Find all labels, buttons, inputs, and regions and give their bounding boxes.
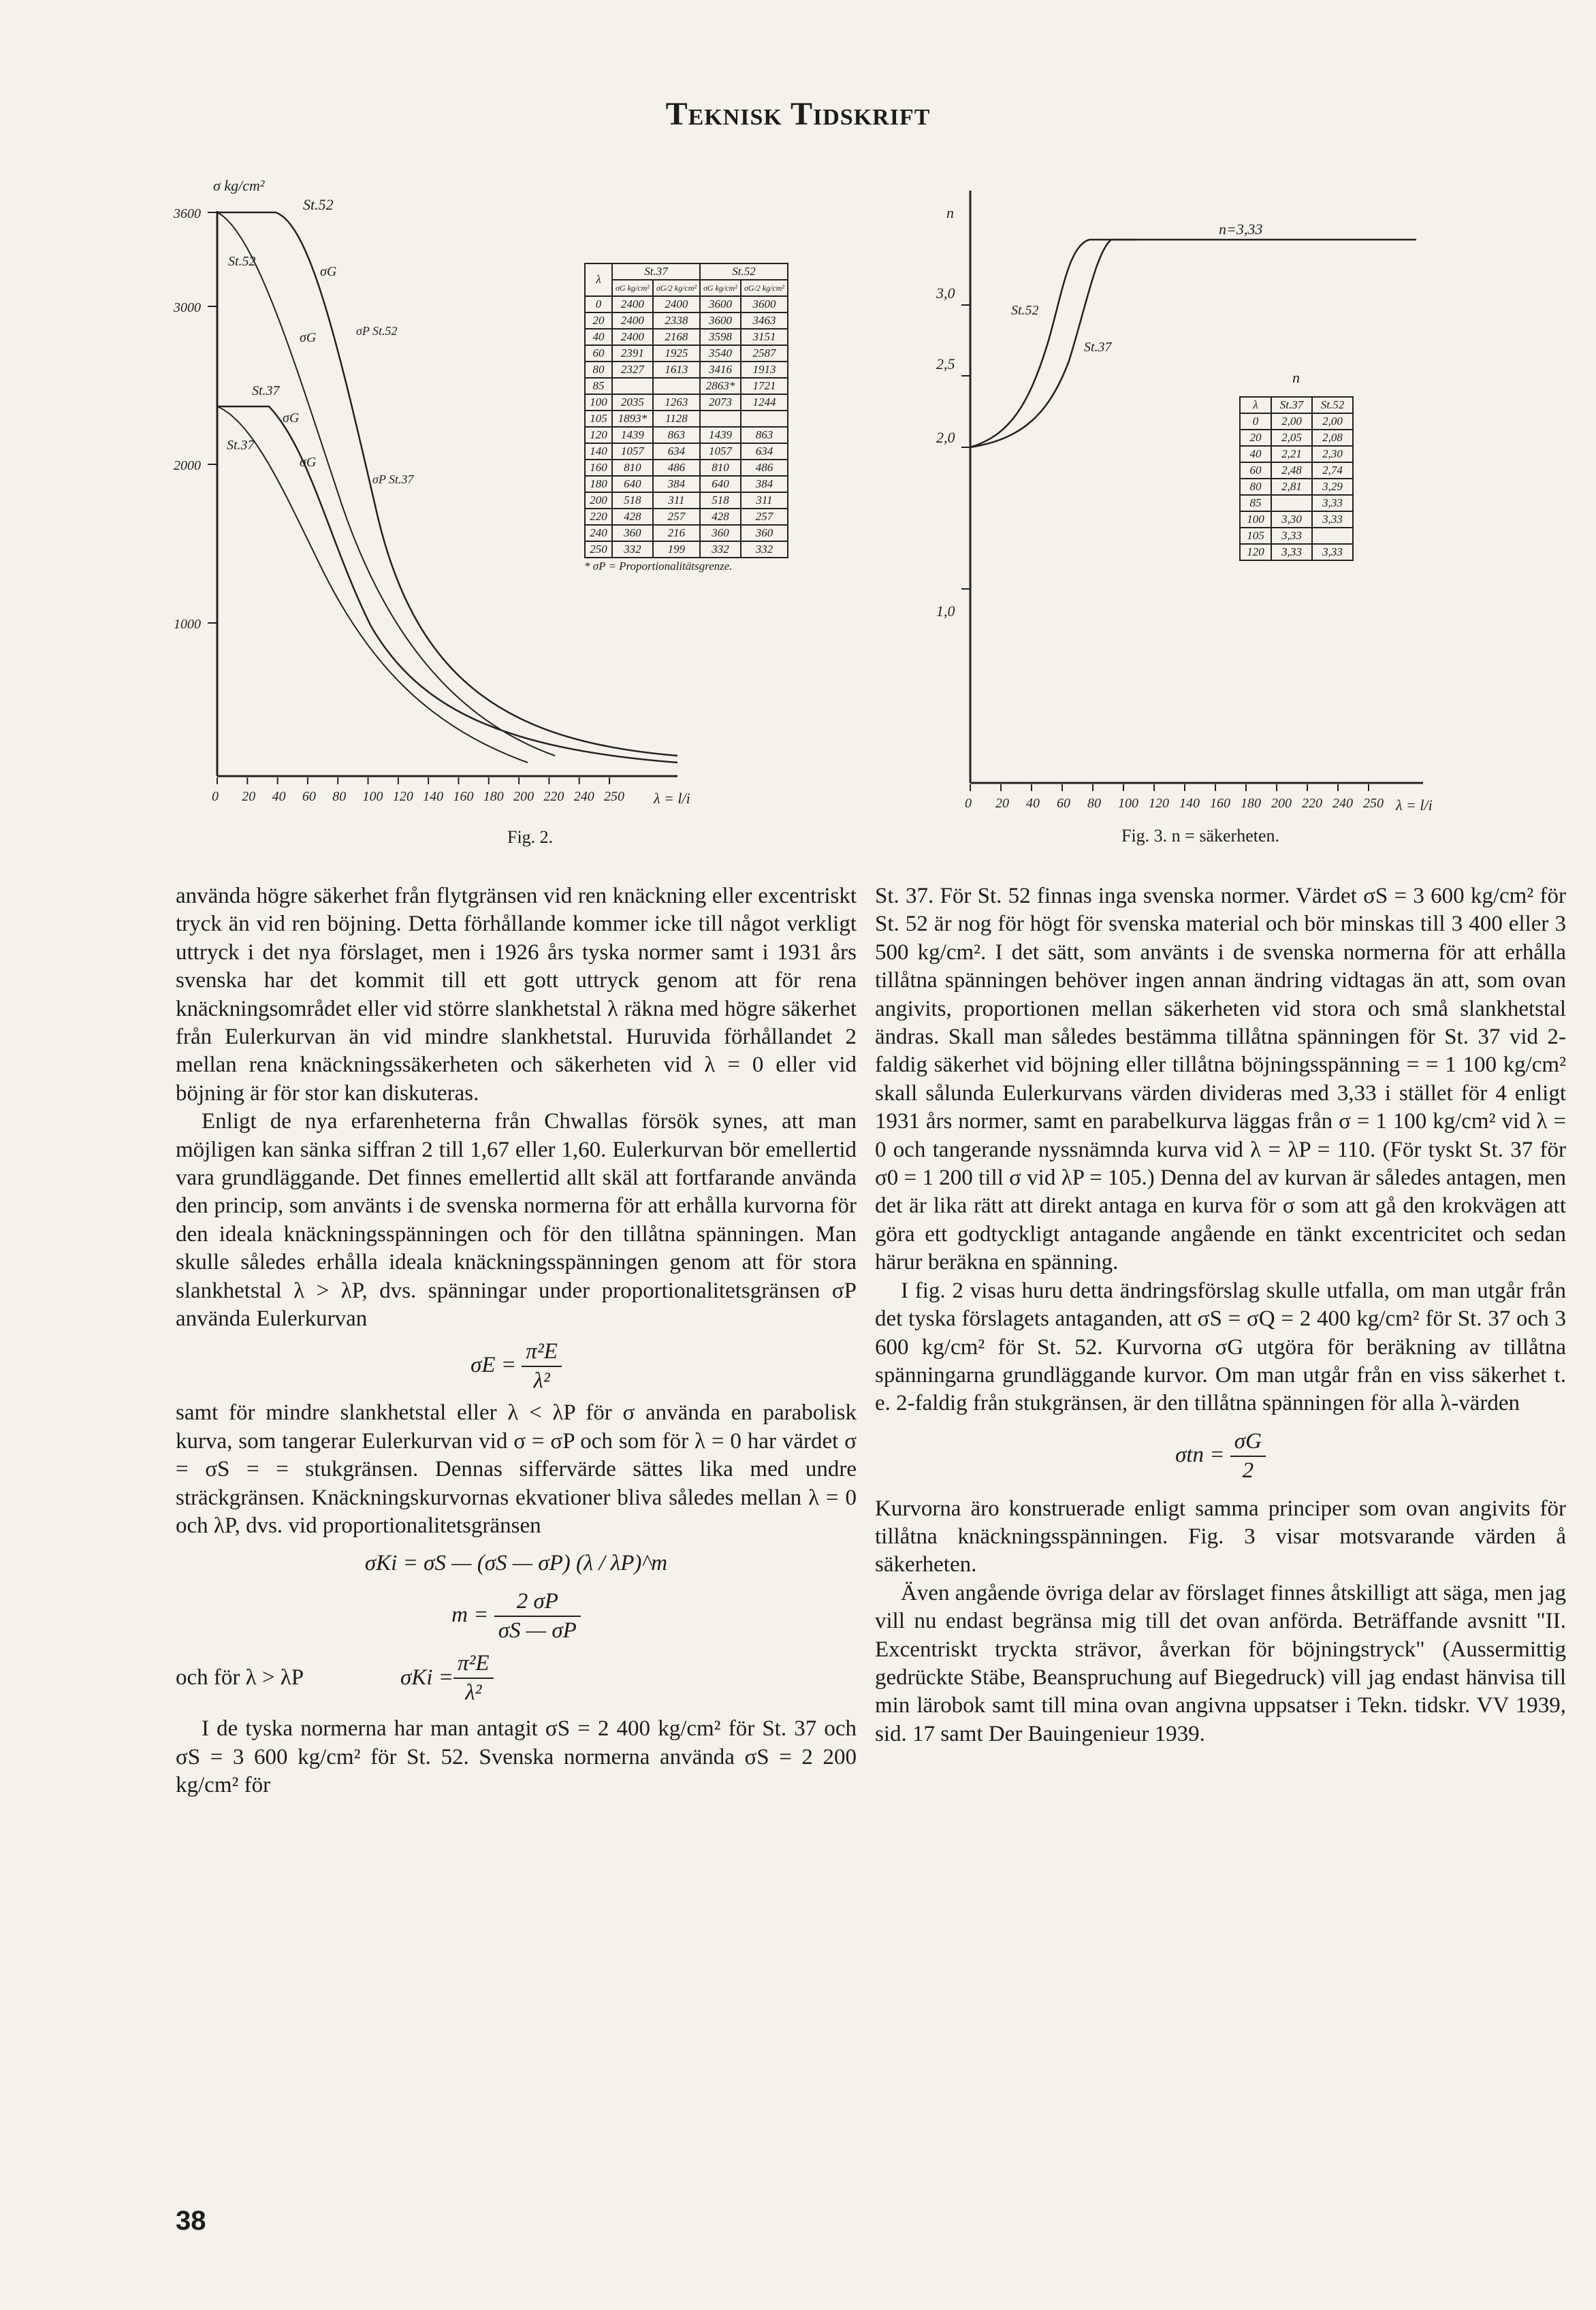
x-tick-label: 180: [483, 789, 504, 804]
table-row: [585, 460, 788, 476]
table-cell: 0: [585, 296, 612, 312]
table-cell: 20: [585, 312, 612, 329]
x-tick-label: 60: [302, 789, 316, 804]
text-column-right: [875, 882, 1566, 1748]
table-cell: 518: [700, 492, 741, 509]
table-header: σG/2 kg/cm²: [653, 280, 700, 296]
table-cell: 2,48: [1271, 462, 1312, 479]
fraction-denominator: 2: [1242, 1458, 1254, 1483]
table-cell: 105: [1240, 528, 1271, 544]
table-cell: [1271, 495, 1312, 511]
table-row: [585, 541, 788, 558]
x-tick-label: 220: [1302, 796, 1322, 811]
table-row: [1240, 544, 1353, 560]
equation-prefix: och för λ > λP: [176, 1665, 304, 1690]
table-cell: 2035: [612, 394, 653, 411]
fig2-y-unit: σ kg/cm²: [213, 177, 265, 194]
table-row: [585, 312, 788, 329]
table-cell: 2400: [612, 296, 653, 312]
table-group-header: St.37: [612, 263, 700, 280]
table-cell: 2400: [653, 296, 700, 312]
fig2-label-st52-left: St.52: [228, 254, 256, 269]
table-cell: 2587: [741, 345, 788, 362]
fig2-label-sg: σG: [300, 455, 317, 470]
fraction-denominator: σS — σP: [498, 1618, 577, 1643]
x-tick-label: 220: [543, 789, 564, 804]
table-cell: 140: [585, 443, 612, 460]
table-cell: 3540: [700, 345, 741, 362]
table-cell: 2,00: [1271, 413, 1312, 430]
fig3-top-label: n=3,33: [1219, 221, 1263, 238]
fig3-y-tick: 2,5: [936, 355, 955, 372]
table-row: [585, 329, 788, 345]
x-tick-label: 200: [513, 789, 534, 804]
fig2-y-tick: 3000: [174, 300, 201, 315]
table-cell: 810: [700, 460, 741, 476]
fig2-label-st37: St.37: [227, 438, 255, 453]
table-cell: 863: [653, 427, 700, 443]
table-cell: 3,33: [1312, 495, 1353, 511]
table-cell: 3416: [700, 362, 741, 378]
fraction-denominator: λ²: [465, 1680, 482, 1705]
fig3-curve-st52: [970, 240, 1137, 447]
table-cell: 1128: [653, 411, 700, 427]
table-cell: 1439: [612, 427, 653, 443]
table-cell: 180: [585, 476, 612, 492]
paragraph: Även angående övriga delar av förslaget finnes åtskilligt att säga, men jag vill nu endast begränsa mig till det ovan anförda. Beträffande avsnitt "II. Excentriskt tryckta strävor, åverkan för böjningstryck" (Aussermittig gedrückte Stäbe, Beanspruchung auf Biegedruck) vill jag endast hänvisa till min lärobok samt till mina ovan angivna uppsatser i Tekn. tidskr. VV 1939, sid. 17 samt Der Bauingenieur 1939.: [875, 1580, 1566, 1746]
fig2-curve-st37-inner: [217, 406, 528, 763]
table-cell: 3600: [700, 312, 741, 329]
x-tick-label: 160: [453, 789, 474, 804]
table-cell: 20: [1240, 430, 1271, 446]
x-tick-label: 60: [1057, 796, 1070, 811]
table-cell: 3151: [741, 329, 788, 345]
paragraph: I fig. 2 visas huru detta ändringsförslag skulle utfalla, om man utgår från det tyska förslagets antaganden, att σS = σQ = 2 400 kg/cm² för St. 37 och 3 600 kg/cm² för St. 52. Kurvorna σG utgöra för beräkning av tillåtna spänningarna grundläggande kurvor. Om man utgår från en viss säkerhet t. e. 2-faldig från stukgränsen, är den tillåtna spänningen för alla λ-värden: [875, 1278, 1566, 1416]
table-cell: 160: [585, 460, 612, 476]
x-tick-label: 140: [1179, 796, 1200, 811]
table-row: [585, 443, 788, 460]
table-cell: 2,21: [1271, 446, 1312, 462]
table-cell: 1057: [700, 443, 741, 460]
table-cell: 257: [653, 509, 700, 525]
table-header: σG kg/cm²: [700, 280, 741, 296]
paragraph: samt för mindre slankhetstal eller λ < λP för σ använda en parabolisk kurva, som tangerar Eulerkurvan vid σ = σP och som för λ = 0 har värdet σ = σS = = stukgränsen. Dennas siffervärde sättes lika med undre sträckgränsen. Knäckningskurvornas ekvationer bliva således mellan λ = 0 och λP, dvs. vid proportionalitetsgränsen: [176, 1400, 857, 1538]
x-tick-label: 100: [362, 789, 383, 804]
table-cell: 40: [585, 329, 612, 345]
fig2-label-sg: σG: [283, 411, 300, 426]
table-cell: 2,00: [1312, 413, 1353, 430]
text-column-left: [176, 882, 857, 1800]
x-tick-label: 180: [1241, 796, 1261, 811]
table-header: St.52: [1312, 397, 1353, 413]
fig2-label-sp-st52: σP St.52: [356, 324, 398, 338]
fraction: [522, 1338, 562, 1396]
table-cell: 199: [653, 541, 700, 558]
table-cell: 0: [1240, 413, 1271, 430]
table-cell: 311: [741, 492, 788, 509]
x-tick-label: 40: [1026, 796, 1040, 811]
table-cell: 810: [612, 460, 653, 476]
fig3-y-tick: 1,0: [936, 603, 955, 620]
table-cell: 100: [1240, 511, 1271, 528]
table-cell: 80: [1240, 479, 1271, 495]
table-cell: 311: [653, 492, 700, 509]
table-cell: 1721: [741, 378, 788, 394]
table-cell: 2168: [653, 329, 700, 345]
table-row: [585, 296, 788, 312]
table-cell: 518: [612, 492, 653, 509]
table-cell: 3598: [700, 329, 741, 345]
fig2-table: [584, 263, 788, 558]
fig3-caption: Fig. 3. n = säkerheten.: [1121, 826, 1280, 846]
table-cell: 428: [700, 509, 741, 525]
table-row: [585, 427, 788, 443]
table-row: [585, 362, 788, 378]
table-cell: 332: [741, 541, 788, 558]
table-cell: [1312, 528, 1353, 544]
x-tick-label: 20: [995, 796, 1009, 811]
table-row: [585, 492, 788, 509]
table-cell: 2,74: [1312, 462, 1353, 479]
x-tick-label: 250: [604, 789, 624, 804]
fig2-label-sg: σG: [300, 330, 317, 345]
table-cell: 384: [741, 476, 788, 492]
table-cell: 85: [1240, 495, 1271, 511]
fig3-y-tick: 2,0: [936, 429, 955, 446]
fraction: [1230, 1428, 1266, 1486]
x-tick-label: 240: [573, 789, 594, 804]
table-cell: 3,30: [1271, 511, 1312, 528]
table-group-header: St.52: [700, 263, 788, 280]
table-cell: 2400: [612, 312, 653, 329]
table-row: [585, 411, 788, 427]
fraction: [453, 1650, 494, 1707]
table-row: [1240, 430, 1353, 446]
fig2-table-footnote: * σP = Proportionalitätsgrenze.: [584, 560, 733, 573]
table-cell: 1057: [612, 443, 653, 460]
fig3-label-st37: St.37: [1084, 340, 1112, 355]
table-cell: 3,33: [1312, 511, 1353, 528]
fig2-label-st52-top: St.52: [303, 196, 334, 213]
table-row: [585, 394, 788, 411]
equation-allowable: [875, 1428, 1566, 1486]
table-cell: 2338: [653, 312, 700, 329]
equation-lhs: σE =: [470, 1352, 517, 1377]
table-row: [585, 476, 788, 492]
table-cell: 105: [585, 411, 612, 427]
table-cell: 2,30: [1312, 446, 1353, 462]
x-tick-label: 0: [212, 789, 219, 804]
table-cell: 1439: [700, 427, 741, 443]
table-cell: 2,81: [1271, 479, 1312, 495]
table-row: [1240, 528, 1353, 544]
equation-exponent: [176, 1588, 857, 1646]
table-header: σG kg/cm²: [612, 280, 653, 296]
table-cell: 3600: [700, 296, 741, 312]
x-tick-label: 250: [1363, 796, 1384, 811]
x-tick-label: 80: [1087, 796, 1101, 811]
table-cell: 120: [585, 427, 612, 443]
fig2-y-tick: 2000: [174, 458, 201, 473]
table-cell: 3,29: [1312, 479, 1353, 495]
x-tick-label: 20: [242, 789, 256, 804]
table-cell: 120: [1240, 544, 1271, 560]
table-header: λ: [585, 263, 612, 296]
fraction-numerator: π²E: [522, 1338, 562, 1367]
table-header: St.37: [1271, 397, 1312, 413]
table-row: [1240, 479, 1353, 495]
table-row: [585, 509, 788, 525]
table-cell: 100: [585, 394, 612, 411]
table-cell: 360: [700, 525, 741, 541]
table-header: σG/2 kg/cm²: [741, 280, 788, 296]
table-cell: 863: [741, 427, 788, 443]
table-cell: 2391: [612, 345, 653, 362]
fig3-y-tick: 3,0: [936, 285, 955, 302]
paragraph: St. 37. För St. 52 finnas inga svenska normer. Värdet σS = 3 600 kg/cm² för St. 52 är nog för högt för svenska material och bör minskas till 3 400 eller 3 500 kg/cm². I det sätt, som använts i de svenska normerna för att erhålla tillåtna spänningen behöver ingen annan ändring vidtagas än att, som ovan angivits, proportionen mellan säkerheten vid stora och små slankhetstal ändras. Skall man således bestämma tillåtna spänningen för St. 37 vid 2-faldig säkerhet vid böjning eller tillåtna böjningsspänning = = 1 100 kg/cm² skall sålunda Eulerkurvans värden divideras med 3,33 i stället för 4 enligt 1931 års normer, samt en parabelkurva läggas från σ = 1 100 kg/cm² vid λ = 0 och tangerande nyssnämnda kurva vid λ = λP = 110. (För tyskt St. 37 för σ0 = 1 200 till σ vid λP = 105.) Denna del av kurvan är således antagen, men det är lika rätt att direkt antaga en kurva för σ som att gå den krokvägen att göra ett godtyckligt antagande angående en tänkt excentricitet och sedan härur beräkna en spänning.: [875, 884, 1566, 1275]
x-tick-label: 140: [423, 789, 444, 804]
fig2-table-body: [585, 296, 788, 558]
table-cell: 1263: [653, 394, 700, 411]
table-cell: 2073: [700, 394, 741, 411]
fraction-numerator: σG: [1230, 1428, 1266, 1457]
table-cell: 250: [585, 541, 612, 558]
table-cell: [741, 411, 788, 427]
equation-lhs: σtn =: [1175, 1442, 1225, 1467]
paragraph: I de tyska normerna har man antagit σS = 2 400 kg/cm² för St. 37 och σS = 3 600 kg/cm² för St. 52. Svenska normerna använda σS = 2 200 kg/cm² för: [176, 1716, 857, 1798]
table-cell: 332: [700, 541, 741, 558]
x-tick-label: 120: [392, 789, 413, 804]
table-header: λ: [1240, 397, 1271, 413]
table-cell: [612, 378, 653, 394]
table-cell: 332: [612, 541, 653, 558]
table-cell: 486: [653, 460, 700, 476]
table-cell: 2327: [612, 362, 653, 378]
table-cell: 634: [653, 443, 700, 460]
table-cell: 640: [700, 476, 741, 492]
fig2-table-wrap: [584, 263, 788, 573]
fig2-label-sg: σG: [320, 264, 337, 279]
table-cell: 200: [585, 492, 612, 509]
x-tick-label: 200: [1271, 796, 1292, 811]
table-cell: 634: [741, 443, 788, 460]
table-cell: 1913: [741, 362, 788, 378]
x-tick-label: 120: [1149, 796, 1169, 811]
table-cell: 2,05: [1271, 430, 1312, 446]
table-cell: 1613: [653, 362, 700, 378]
table-row: [585, 525, 788, 541]
fraction-numerator: π²E: [453, 1650, 494, 1679]
x-tick-label: 160: [1210, 796, 1230, 811]
table-cell: 85: [585, 378, 612, 394]
table-cell: 384: [653, 476, 700, 492]
table-row: [1240, 511, 1353, 528]
fig2-label-st37: St.37: [252, 383, 280, 398]
table-row: [1240, 462, 1353, 479]
table-row: [585, 378, 788, 394]
paragraph: använda högre säkerhet från flytgränsen vid ren knäckning eller excentriskt tryck än vid ren böjning. Detta förhållande kommer icke till något verkligt uttryck i det nya förslaget, men i 1926 års tyska normer samt i 1931 års svenska har det kommit till ett gott uttryck genom att för rena knäckningsområdet eller vid större slankhetstal λ räkna med högre säkerhet från Eulerkurvan än vid mindre slankhetstal. Huruvida förhållandet 2 mellan rena knäckningssäkerheten och säkerheten vid λ = 0 eller vid böjning är för stor kan diskuteras.: [176, 884, 857, 1106]
equation-euler: [176, 1338, 857, 1396]
equation-euler-range: [176, 1650, 857, 1707]
table-row: [1240, 413, 1353, 430]
table-cell: 80: [585, 362, 612, 378]
table-cell: 257: [741, 509, 788, 525]
fig3-label-st52: St.52: [1011, 303, 1039, 318]
table-row: [585, 345, 788, 362]
table-cell: 240: [585, 525, 612, 541]
equation-lhs: m =: [451, 1602, 489, 1627]
table-cell: 3,33: [1312, 544, 1353, 560]
x-tick-label: 80: [332, 789, 347, 804]
equation-parabola: σKi = σS — (σS — σP) (λ / λP)^m: [364, 1551, 668, 1576]
table-cell: 428: [612, 509, 653, 525]
table-cell: 3600: [741, 296, 788, 312]
fig2-label-sp-st37: σP St.37: [372, 472, 414, 486]
x-tick-label: 240: [1332, 796, 1353, 811]
figure-3: [933, 191, 1478, 817]
table-cell: [700, 411, 741, 427]
table-cell: 216: [653, 525, 700, 541]
table-cell: 3,33: [1271, 544, 1312, 560]
journal-header: Teknisk Tidskrift: [665, 96, 931, 132]
fig3-table: [1239, 396, 1354, 561]
page-number: 38: [176, 2206, 206, 2236]
table-cell: [653, 378, 700, 394]
table-cell: 40: [1240, 446, 1271, 462]
fig2-x-label: λ = l/i: [654, 790, 690, 807]
fraction: [494, 1588, 581, 1646]
fig2-y-tick: 1000: [174, 617, 201, 632]
table-cell: 360: [612, 525, 653, 541]
table-cell: 1925: [653, 345, 700, 362]
table-cell: 2400: [612, 329, 653, 345]
x-tick-label: 40: [272, 789, 286, 804]
table-cell: 3463: [741, 312, 788, 329]
table-cell: 2863*: [700, 378, 741, 394]
fraction-numerator: 2 σP: [494, 1588, 581, 1617]
table-cell: 2,08: [1312, 430, 1353, 446]
table-cell: 220: [585, 509, 612, 525]
table-cell: 1244: [741, 394, 788, 411]
table-cell: 60: [585, 345, 612, 362]
table-cell: 640: [612, 476, 653, 492]
fig3-table-body: [1240, 413, 1353, 560]
fig3-x-label: λ = l/i: [1396, 797, 1433, 814]
fig2-caption: Fig. 2.: [507, 827, 554, 847]
table-cell: 486: [741, 460, 788, 476]
fraction-denominator: λ²: [533, 1368, 550, 1393]
table-cell: 3,33: [1271, 528, 1312, 544]
table-cell: 1893*: [612, 411, 653, 427]
fig3-y-unit: n: [946, 204, 954, 221]
x-tick-label: 0: [965, 796, 972, 811]
table-row: [1240, 495, 1353, 511]
table-row: [1240, 446, 1353, 462]
x-tick-label: 100: [1118, 796, 1138, 811]
table-cell: 60: [1240, 462, 1271, 479]
fig3-table-title: n: [1292, 369, 1300, 386]
paragraph: Kurvorna äro konstruerade enligt samma principer som ovan angivits för tillåtna knäckningsspänningen. Fig. 3 visar motsvarande värden å säkerheten.: [875, 1496, 1566, 1577]
fig3-table-wrap: [1239, 396, 1354, 561]
paragraph: Enligt de nya erfarenheterna från Chwallas försök synes, att man möjligen kan sänka siffran 2 till 1,67 eller 1,60. Eulerkurvan bör emellertid vara grundläggande. Det finnes emellertid allt skäl att fortfarande använda den princip, som använts i de svenska normerna för att erhålla kurvorna för den ideala knäckningsspänningen och för den tillåtna spänningen. Man skulle således erhålla ideala knäckningsspänningen genom att för stora slankhetstal λ > λP, dvs. spänningar under proportionalitetsgränsen σP använda Eulerkurvan: [176, 1109, 857, 1332]
table-cell: 360: [741, 525, 788, 541]
equation-lhs: σKi =: [400, 1665, 453, 1690]
fig2-y-tick: 3600: [174, 206, 201, 221]
